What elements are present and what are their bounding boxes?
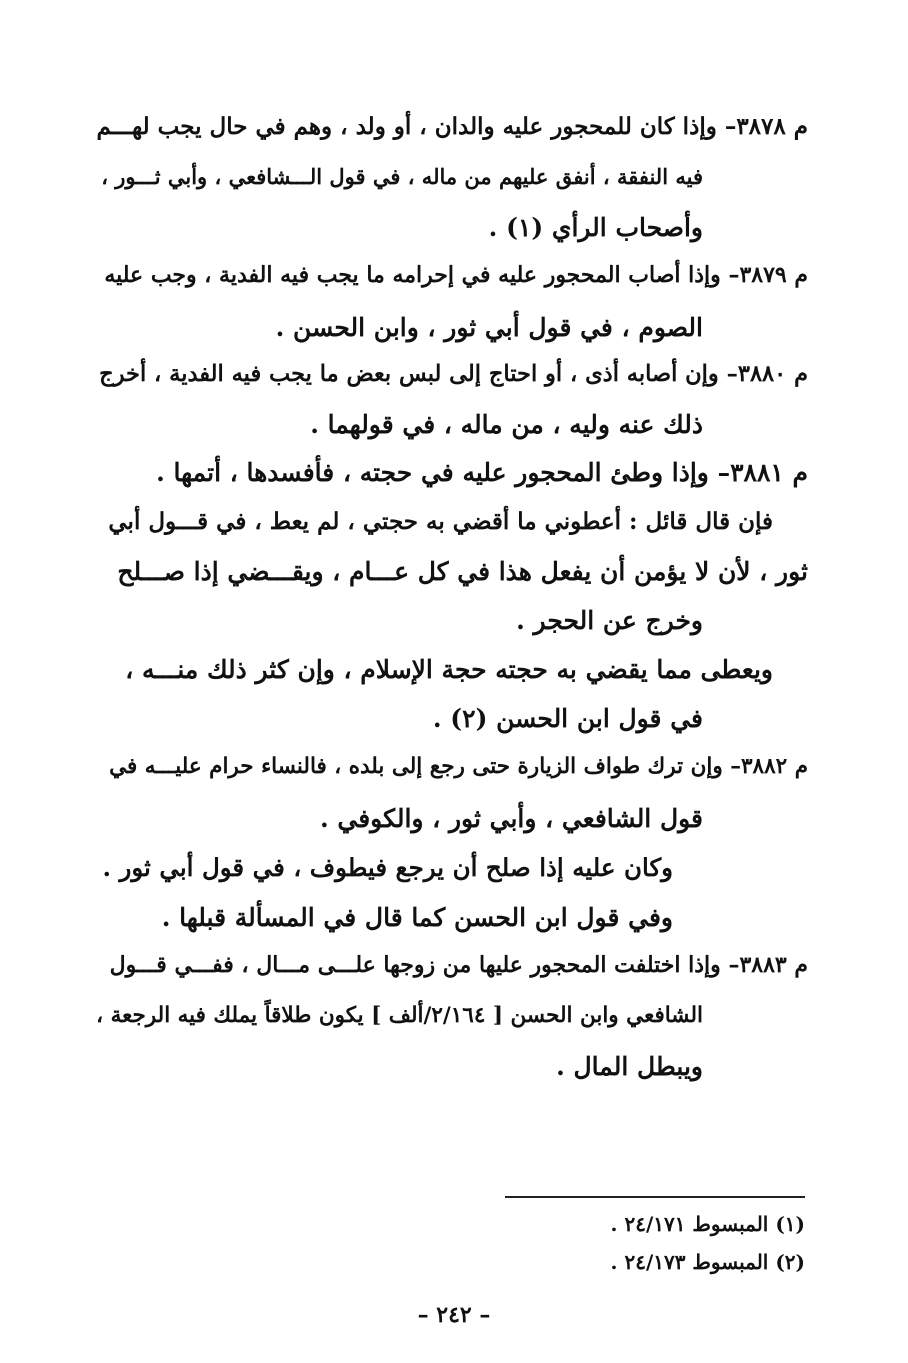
text-line: ويبطل المال . <box>556 1052 703 1081</box>
text-line: م ٣٨٨٣– وإذا اختلفت المحجور عليها من زوجها علـــى مـــال ، ففـــي قـــول <box>109 952 808 978</box>
text-line: وخرج عن الحجر . <box>516 606 703 635</box>
text-line: وفي قول ابن الحسن كما قال في المسألة قبلها . <box>161 903 673 932</box>
text-line: فإن قال قائل : أعطوني ما أقضي به حجتي ، لم يعط ، في قـــول أبي <box>108 508 773 535</box>
text-line: ويعطى مما يقضي به حجته حجة الإسلام ، وإن كثر ذلك منـــه ، <box>125 655 773 684</box>
text-line: م ٣٨٨٠– وإن أصابه أذى ، أو احتاج إلى لبس بعض ما يجب فيه الفدية ، أخرج <box>99 361 808 387</box>
text-line: ثور ، لأن لا يؤمن أن يفعل هذا في كل عـــام ، ويقـــضي إذا صـــلح <box>117 557 808 586</box>
footnote-divider <box>505 1196 805 1198</box>
text-line: الشافعي وابن الحسن [ ٢/١٦٤/ألف ] يكون طلاقاً يملك فيه الرجعة ، <box>96 1003 703 1028</box>
footnote: (١) المبسوط ٢٤/١٧١ . <box>610 1212 805 1236</box>
text-line: م ٣٨٧٨– وإذا كان للمحجور عليه والدان ، أو ولد ، وهم في حال يجب لهـــم <box>96 113 808 140</box>
text-line: وكان عليه إذا صلح أن يرجع فيطوف ، في قول أبي ثور . <box>102 853 673 882</box>
text-line: ذلك عنه وليه ، من ماله ، في قولهما . <box>310 410 703 439</box>
text-line: وأصحاب الرأي (١) . <box>488 213 703 242</box>
text-line: الصوم ، في قول أبي ثور ، وابن الحسن . <box>275 313 703 342</box>
text-line: في قول ابن الحسن (٢) . <box>432 704 703 733</box>
text-line: م ٣٨٨١– وإذا وطئ المحجور عليه في حجته ، فأفسدها ، أتمها . <box>156 458 808 487</box>
text-line: م ٣٨٨٢– وإن ترك طواف الزيارة حتى رجع إلى بلده ، فالنساء حرام عليـــه في <box>109 754 808 779</box>
text-line: قول الشافعي ، وأبي ثور ، والكوفي . <box>319 804 703 833</box>
text-line: فيه النفقة ، أنفق عليهم من ماله ، في قول الـــشافعي ، وأبي ثـــور ، <box>101 164 703 189</box>
text-line: م ٣٨٧٩– وإذا أصاب المحجور عليه في إحرامه ما يجب فيه الفدية ، وجب عليه <box>104 262 808 288</box>
footnote: (٢) المبسوط ٢٤/١٧٣ . <box>610 1250 805 1274</box>
page-number: – ٢٤٢ – <box>417 1302 491 1328</box>
